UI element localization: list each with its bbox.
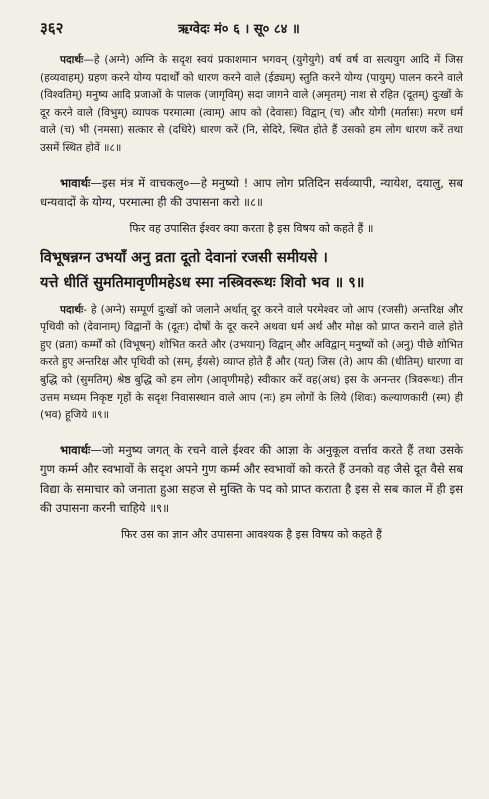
bhavartha-label-2: भावार्थः bbox=[60, 442, 91, 457]
running-head: ऋग्वेदः मं० ६ । सू० ८४ ॥ bbox=[178, 22, 300, 37]
bhavartha-text-2: —जो मनुष्य जगत् के रचने वाले ईश्वर की आज्ञा के अनुकूल वर्त्ताव करते हैं तथा उसके गुण कर्म्म और स्वभावों के सदृश अपने गुण कर्म्म और स्वभावों को करते हैं उनको वह जैसे दूत वैसे सब विद्या के समाचार को जनाता हुआ सहज से मुक्ति के पद को प्राप्त कराता है इस से सब काल में ही इस की उपासना करनी चाहिये ॥९॥ bbox=[40, 442, 463, 516]
page-header bbox=[40, 18, 463, 38]
padartha-paragraph-2 bbox=[40, 302, 463, 425]
page-number: ३६२ bbox=[40, 19, 64, 37]
bhavartha-text-1: —इस मंत्र में वाचकलु०—हे मनुष्यो ! आप लोग प्रतिदिन सर्वव्यापी, न्यायेश, दयालु, सब धन्यवादों के योग्य, परमात्मा ही की उपासना करो ॥८॥ bbox=[40, 175, 463, 210]
intro-line: फिर वह उपासित ईश्वर क्या करता है इस विषय को कहते हैं ॥ bbox=[129, 221, 374, 235]
bhavartha-paragraph-2 bbox=[40, 441, 463, 519]
footer-line: फिर उस का ज्ञान और उपासना आवश्यक है इस विषय को कहते हैं bbox=[121, 527, 382, 541]
bhavartha-label-1: भावार्थः bbox=[60, 175, 91, 190]
padartha-text-2: - हे (अग्ने) सम्पूर्ण दुःखों को जलाने अर्थात् दूर करने वाले परमेश्वर जो आप (रजसी) अन्तरिक्ष और पृथिवी को (देवानाम्) विद्वानों के (दूतः) दोषों के दूर करने अथवा धर्म अर्थ और मोक्ष को प्राप्त कराने वाले होते हुए (व्रता) कर्म्मों को (विभूषन्) शोभित करते और (उभयान्) विद्वान् और अविद्वान् मनुष्यों को (अनु) पीछे शोभित करते हुए अन्तरिक्ष और पृथिवी को (सम्, ईयसे) व्याप्त होते हैं और (यत्) जिस (ते) आप की (धीतिम्) धारणा वा बुद्धि को (सुमतिम्) श्रेष्ठ बुद्धि को हम लोग (आवृणीमहे) स्वीकार करें वह(अध) इस के अनन्तर (त्रिवरूथः) तीन उत्तम मध्यम निकृष्ट गृहों के सदृश निवासस्थान वाले आप (नः) हम लोगों के लिये (शिवः) कल्याणकारी (स्म) ही (भव) हूजिये ॥९॥ bbox=[40, 303, 463, 422]
padartha-label-1: पदार्थः bbox=[60, 54, 84, 66]
padartha-text-1: —हे (अग्ने) अग्नि के सदृश स्वयं प्रकाशमान भगवन् (युगेयुगे) वर्ष वर्ष वा सत्ययुग आदि में जिस (हव्यवाहम्) ग्रहण करने योग्य पदार्थों को धारण करने वाले (ईड्यम्) स्तुति करने योग्य (पायुम्) पालन करने वाले (विश्वतिम्) मनुष्य आदि प्रजाओं के पालक (जागृविम्) सदा जागने वाले (अमृतम्) नाश से रहित (दूतम्) दुःखों के दूर करने वाले (विभुम्) व्यापक परमात्मा (त्वाम्) आप को (देवासः) विद्वान् (च) और योगी (मर्तासः) मरण धर्म वाले (च) भी (नमसा) सत्कार से (दधिरे) धारण करें (नि, सेदिरे, स्थित होते हैं उसको हम लोग धारण करें तथा उसमें स्थित होवें ॥८॥ bbox=[40, 54, 463, 154]
mantra-line-1: विभूषन्नग्न उभयाँ अनु व्रता दूतो देवानां रजसी समीयसे । bbox=[40, 249, 328, 266]
padartha-paragraph-1 bbox=[40, 52, 463, 158]
bhavartha-paragraph-1 bbox=[40, 174, 463, 213]
mantra-line-2: यत्ते धीतिं सुमतिमावृणीमहेऽध स्मा नस्त्रिवरूथः शिवो भव ॥ ९॥ bbox=[40, 274, 365, 291]
mantra-verse bbox=[40, 246, 463, 296]
padartha-label-2: पदार्थः bbox=[60, 303, 84, 316]
